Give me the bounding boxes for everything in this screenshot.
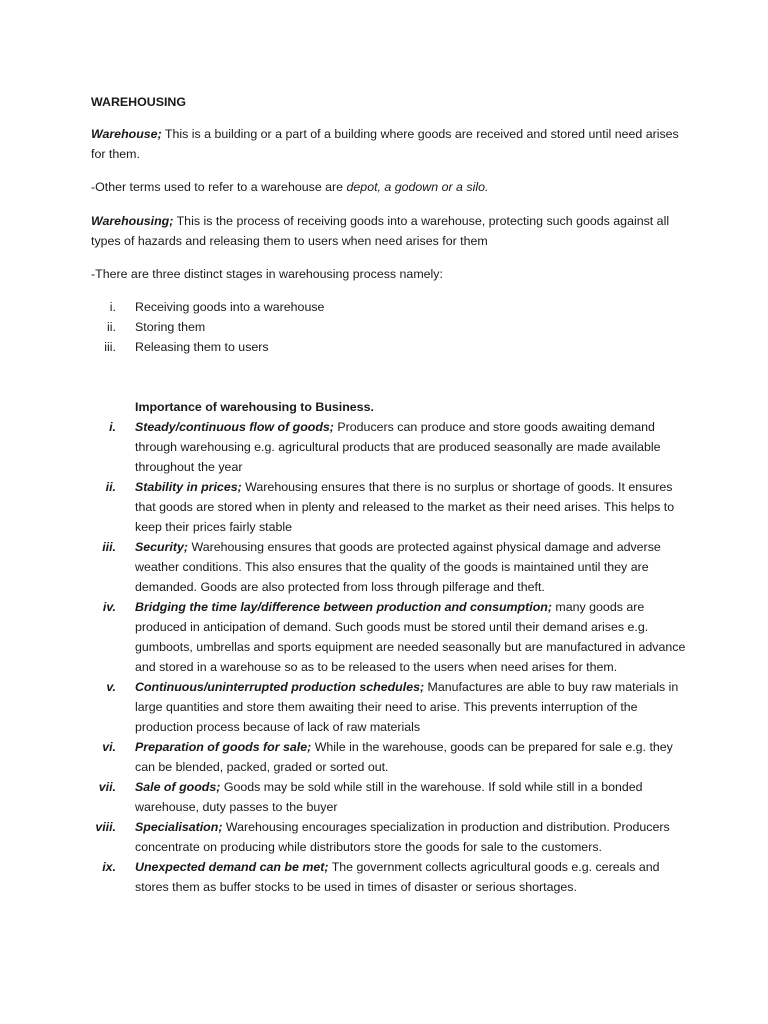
importance-text: Manufactures are able to buy raw materials in large quantities and store them awaiting their need to arise. This prevents interruption of the production process because of lack of raw materials bbox=[135, 680, 679, 734]
list-item bbox=[91, 817, 691, 857]
list-number: iii. bbox=[104, 340, 116, 354]
warehousing-definition-text: This is the process of receiving goods into a warehouse, protecting such goods against all types of hazards and releasing them to users when need arises for them bbox=[91, 214, 670, 248]
importance-heading: Importance of warehousing to Business. bbox=[135, 400, 374, 414]
importance-text: Producers can produce and store goods awaiting demand through warehousing e.g. agricultural products that are produced seasonally are made available throughout the year bbox=[135, 420, 661, 474]
importance-term: Steady/continuous flow of goods; bbox=[135, 420, 334, 434]
warehouse-definition-text: This is a building or a part of a building where goods are received and stored until need arises for them. bbox=[91, 127, 679, 161]
list-number: vi. bbox=[102, 740, 116, 754]
list-item bbox=[91, 597, 691, 677]
list-number: i. bbox=[109, 300, 116, 314]
list-item bbox=[91, 417, 691, 477]
list-item bbox=[91, 297, 691, 317]
list-number: iii. bbox=[102, 540, 116, 554]
importance-term: Stability in prices; bbox=[135, 480, 242, 494]
warehousing-definition bbox=[91, 211, 681, 251]
list-item bbox=[91, 737, 691, 777]
list-number: ii. bbox=[105, 480, 116, 494]
list-item bbox=[91, 777, 691, 817]
warehouse-term: Warehouse; bbox=[91, 127, 162, 141]
list-number: v. bbox=[106, 680, 116, 694]
importance-text: While in the warehouse, goods can be prepared for sale e.g. they can be blended, packed, graded or sorted out. bbox=[135, 740, 673, 774]
importance-text: Warehousing ensures that there is no surplus or shortage of goods. It ensures that goods are stored when in plenty and released to the market as their need arises. This helps to keep their prices fairly stable bbox=[135, 480, 675, 534]
importance-text: Warehousing ensures that goods are protected against physical damage and adverse weather conditions. This also ensures that the quality of the goods is maintained until they are demanded. Goods are also protected from loss through pilferage and theft. bbox=[135, 540, 661, 594]
other-terms-text: -Other terms used to refer to a warehouse are bbox=[91, 180, 347, 194]
warehouse-definition bbox=[91, 124, 681, 164]
importance-text: Warehousing encourages specialization in production and distribution. Producers concentrate on producing while distributors store the goods for sale to the customers. bbox=[135, 820, 670, 854]
importance-term: Sale of goods; bbox=[135, 780, 221, 794]
other-terms-italic: depot, a godown or a silo. bbox=[346, 180, 489, 194]
list-item bbox=[91, 317, 691, 337]
importance-text: Goods may be sold while still in the warehouse. If sold while still in a bonded warehouse, duty passes to the buyer bbox=[135, 780, 643, 814]
importance-term: Continuous/uninterrupted production schedules; bbox=[135, 680, 425, 694]
list-text: Receiving goods into a warehouse bbox=[135, 300, 325, 314]
list-item bbox=[91, 677, 691, 737]
list-number: iv. bbox=[102, 600, 116, 614]
importance-term: Bridging the time lay/difference between production and consumption; bbox=[135, 600, 552, 614]
other-terms bbox=[91, 177, 681, 197]
list-number: i. bbox=[109, 420, 116, 434]
list-number: viii. bbox=[95, 820, 116, 834]
stages-intro: -There are three distinct stages in warehousing process namely: bbox=[91, 267, 443, 281]
importance-term: Security; bbox=[135, 540, 189, 554]
importance-text: The government collects agricultural goods e.g. cereals and stores them as buffer stocks to be used in times of disaster or serious shortages. bbox=[135, 860, 660, 894]
list-number: ii. bbox=[107, 320, 116, 334]
list-item bbox=[91, 857, 691, 897]
importance-text: many goods are produced in anticipation of demand. Such goods must be stored until their demand arises e.g. gumboots, umbrellas and sports equipment are needed seasonally but are manufactured in advance and stored in a warehouse so as to be released to the users when need arises for them. bbox=[135, 600, 686, 674]
list-item bbox=[91, 337, 691, 357]
page-title: WAREHOUSING bbox=[91, 95, 186, 109]
list-text: Storing them bbox=[135, 320, 206, 334]
list-item bbox=[91, 537, 691, 597]
list-number: ix. bbox=[102, 860, 116, 874]
importance-term: Unexpected demand can be met; bbox=[135, 860, 329, 874]
importance-term: Preparation of goods for sale; bbox=[135, 740, 312, 754]
stages-list bbox=[91, 297, 691, 357]
list-number: vii. bbox=[98, 780, 116, 794]
importance-term: Specialisation; bbox=[135, 820, 223, 834]
warehousing-term: Warehousing; bbox=[91, 214, 174, 228]
importance-list bbox=[91, 417, 691, 897]
list-item bbox=[91, 477, 691, 537]
list-text: Releasing them to users bbox=[135, 340, 269, 354]
